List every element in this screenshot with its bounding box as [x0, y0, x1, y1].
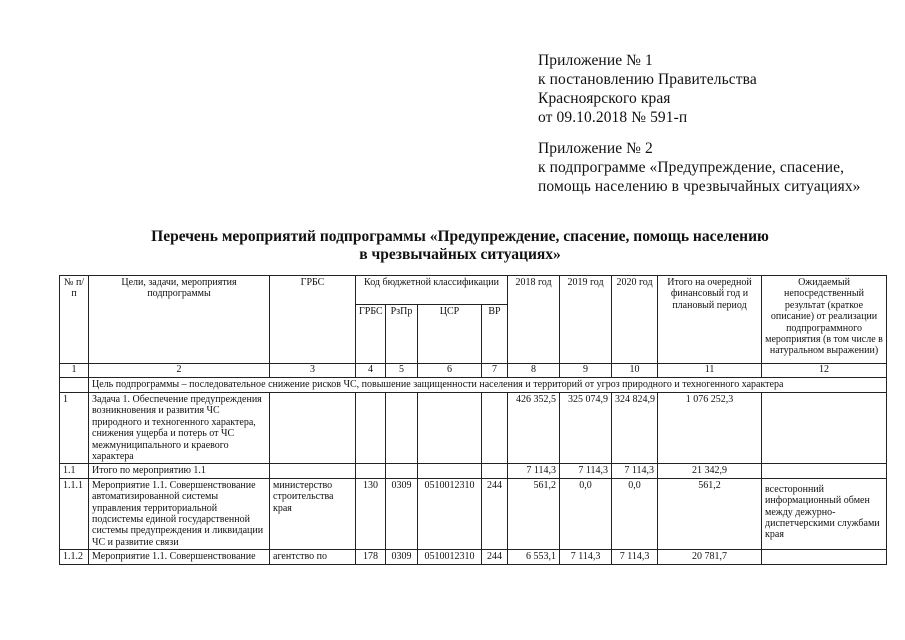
column-number: 1 — [60, 364, 89, 378]
row-2018: 561,2 — [508, 478, 560, 549]
header-code-rzpr: РзПр — [386, 305, 418, 364]
row-total: 21 342,9 — [658, 464, 762, 478]
row-code-vr — [482, 464, 508, 478]
header-code-grbs: ГРБС — [356, 305, 386, 364]
row-grbs: агентство по — [270, 550, 356, 564]
column-number: 7 — [482, 364, 508, 378]
row-2020: 324 824,9 — [612, 393, 658, 464]
row-2018: 7 114,3 — [508, 464, 560, 478]
header-num: № п/п — [60, 276, 89, 364]
appendix-1-line: к постановлению Правительства — [538, 71, 757, 88]
row-2018: 426 352,5 — [508, 393, 560, 464]
goal-num-cell — [60, 378, 89, 393]
row-2020: 7 114,3 — [612, 464, 658, 478]
row-code-vr — [482, 393, 508, 464]
row-name: Мероприятие 1.1. Совершенствование — [89, 550, 270, 564]
column-number: 5 — [386, 364, 418, 378]
header-goals: Цели, задачи, мероприятия подпрограммы — [89, 276, 270, 364]
table-row — [60, 464, 887, 478]
column-number: 9 — [560, 364, 612, 378]
row-result — [762, 464, 887, 478]
row-code-rzpr — [386, 393, 418, 464]
row-code-grbs: 178 — [356, 550, 386, 564]
row-result — [762, 550, 887, 564]
measures-table — [59, 275, 887, 565]
row-num: 1.1.1 — [60, 478, 89, 549]
header-row — [60, 276, 887, 305]
column-number: 8 — [508, 364, 560, 378]
header-code-group: Код бюджетной классификации — [356, 276, 508, 305]
row-code-rzpr: 0309 — [386, 550, 418, 564]
row-total: 561,2 — [658, 478, 762, 549]
goal-row — [60, 378, 887, 393]
document-title-line: Перечень мероприятий подпрограммы «Предупреждение, спасение, помощь населению — [151, 228, 769, 245]
row-grbs — [270, 393, 356, 464]
row-num: 1 — [60, 393, 89, 464]
appendix-2-line: к подпрограмме «Предупреждение, спасение, — [538, 159, 845, 176]
row-code-grbs — [356, 393, 386, 464]
row-result — [762, 393, 887, 464]
goal-text: Цель подпрограммы – последовательное снижение рисков ЧС, повышение защищенности населения и территорий от угроз природного и техногенного характера — [89, 378, 887, 393]
appendix-1-line: Приложение № 1 — [538, 52, 653, 69]
row-num: 1.1.2 — [60, 550, 89, 564]
row-code-csr: 0510012310 — [418, 550, 482, 564]
header-result: Ожидаемый непосредственный результат (краткое описание) от реализации подпрограммного мероприятия (в том числе в натуральном выражении) — [762, 276, 887, 364]
header-code-vr: ВР — [482, 305, 508, 364]
column-number: 10 — [612, 364, 658, 378]
row-code-rzpr — [386, 464, 418, 478]
appendix-2-line: Приложение № 2 — [538, 140, 653, 157]
row-name: Мероприятие 1.1. Совершенствование автоматизированной системы управления территориальной подсистемы единой государственной системы предупреждения и ликвидации ЧС и развитие связи — [89, 478, 270, 549]
table-row — [60, 393, 887, 464]
row-2019: 325 074,9 — [560, 393, 612, 464]
row-code-vr: 244 — [482, 478, 508, 549]
row-code-csr — [418, 393, 482, 464]
column-number: 2 — [89, 364, 270, 378]
column-number: 3 — [270, 364, 356, 378]
header-2019: 2019 год — [560, 276, 612, 364]
row-2020: 0,0 — [612, 478, 658, 549]
row-num: 1.1 — [60, 464, 89, 478]
column-number: 4 — [356, 364, 386, 378]
row-name: Итого по мероприятию 1.1 — [89, 464, 270, 478]
row-code-csr — [418, 464, 482, 478]
appendix-1-block — [538, 51, 757, 127]
row-code-rzpr: 0309 — [386, 478, 418, 549]
header-2018: 2018 год — [508, 276, 560, 364]
column-number-row — [60, 364, 887, 378]
row-code-grbs — [356, 464, 386, 478]
row-total: 20 781,7 — [658, 550, 762, 564]
column-number: 11 — [658, 364, 762, 378]
row-code-vr: 244 — [482, 550, 508, 564]
header-2020: 2020 год — [612, 276, 658, 364]
row-grbs — [270, 464, 356, 478]
appendix-1-line: от 09.10.2018 № 591-п — [538, 109, 688, 126]
row-2019: 7 114,3 — [560, 550, 612, 564]
header-grbs: ГРБС — [270, 276, 356, 364]
row-2020: 7 114,3 — [612, 550, 658, 564]
column-number: 6 — [418, 364, 482, 378]
row-result: всесторонний информационный обмен между дежурно-диспетчерскими службами края — [762, 478, 887, 549]
row-name: Задача 1. Обеспечение предупреждения возникновения и развития ЧС природного и техногенного характера, снижения ущерба и потерь от ЧС межмуниципального и краевого характера — [89, 393, 270, 464]
column-number: 12 — [762, 364, 887, 378]
row-2018: 6 553,1 — [508, 550, 560, 564]
row-grbs: министерство строительства края — [270, 478, 356, 549]
row-total: 1 076 252,3 — [658, 393, 762, 464]
row-2019: 7 114,3 — [560, 464, 612, 478]
table-row — [60, 550, 887, 564]
appendix-1-line: Красноярского края — [538, 90, 671, 107]
document-title-line: в чрезвычайных ситуациях» — [359, 246, 561, 263]
row-2019: 0,0 — [560, 478, 612, 549]
row-code-grbs: 130 — [356, 478, 386, 549]
document-title — [60, 228, 860, 264]
appendix-2-block — [538, 139, 861, 196]
header-total: Итого на очередной финансовый год и плановый период — [658, 276, 762, 364]
header-code-csr: ЦСР — [418, 305, 482, 364]
table-row — [60, 478, 887, 549]
appendix-2-line: помощь населению в чрезвычайных ситуациях» — [538, 178, 861, 195]
row-code-csr: 0510012310 — [418, 478, 482, 549]
